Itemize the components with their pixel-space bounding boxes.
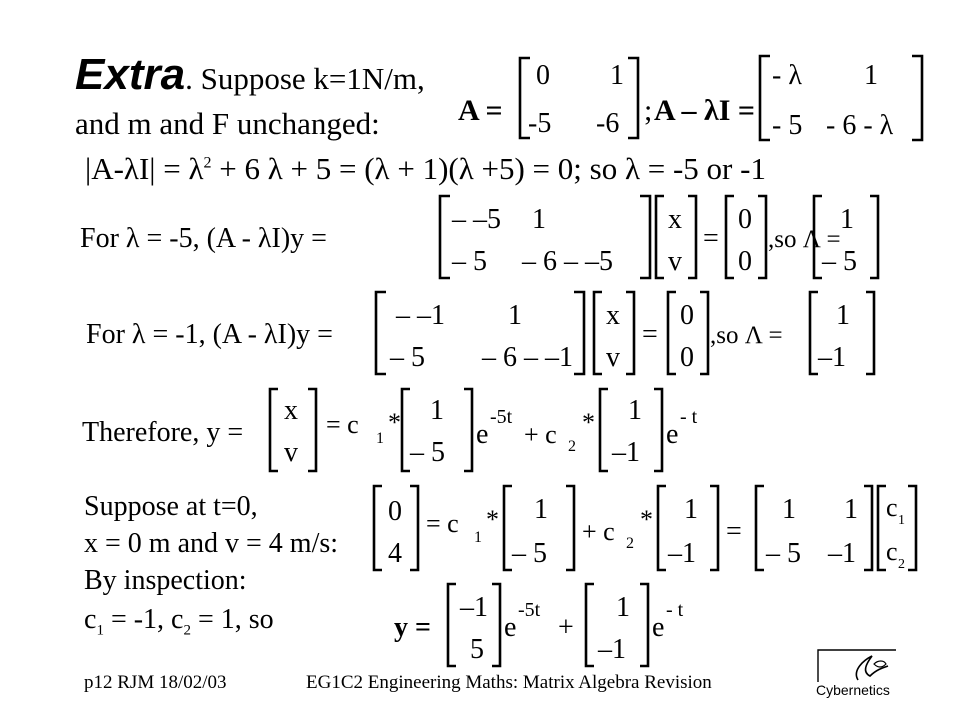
case1-so: ,so Λ = bbox=[768, 226, 841, 253]
solution-vec1-right-bracket bbox=[492, 584, 500, 666]
case2-vector-right-bracket bbox=[626, 292, 634, 374]
initial-eq: = c bbox=[426, 509, 459, 538]
matrix-a-equation bbox=[440, 48, 940, 144]
case2-lhs: For λ = -1, (A - λI)y = bbox=[86, 319, 333, 350]
cybernetics-logo-icon bbox=[812, 646, 898, 686]
initial-equation bbox=[370, 482, 910, 574]
char-lambda-sq: λ bbox=[188, 151, 204, 186]
initial-line4-a: c bbox=[84, 604, 97, 635]
logo-text: Cybernetics bbox=[816, 682, 890, 698]
initial-vec2-right-bracket bbox=[710, 486, 718, 570]
case-lambda-minus-5 bbox=[70, 192, 890, 282]
case1-vector-left-bracket bbox=[656, 196, 664, 278]
char-part-1: |A- bbox=[85, 151, 124, 186]
case2-z2: 0 bbox=[680, 342, 694, 373]
title-line-2: and m and F unchanged: bbox=[75, 106, 380, 141]
matrix-a-minus-lambda-lhs: A – λI = bbox=[654, 94, 756, 127]
general-vec2-left-bracket bbox=[600, 389, 608, 471]
general-star-1: * bbox=[388, 408, 401, 437]
case2-so: ,so Λ = bbox=[710, 322, 783, 349]
solution-exp2-base: e bbox=[652, 612, 665, 643]
case1-v1: x bbox=[668, 204, 682, 235]
particular-solution bbox=[390, 580, 710, 670]
case1-m21: – 5 bbox=[452, 246, 487, 277]
general-eq: = c bbox=[326, 410, 359, 439]
general-v1: x bbox=[284, 395, 298, 426]
initial-line4-sub2: 2 bbox=[183, 622, 191, 639]
general-lhs: Therefore, y = bbox=[82, 417, 244, 448]
solution-exp2: - t bbox=[666, 599, 684, 621]
case2-zero-left-bracket bbox=[668, 292, 676, 374]
initial-plus: + c bbox=[582, 517, 615, 546]
case2-e2: –1 bbox=[818, 342, 846, 373]
initial-cvec-right-bracket bbox=[908, 486, 916, 570]
initial-cv1: c bbox=[886, 493, 898, 522]
initial-vec1-right-bracket bbox=[566, 486, 574, 570]
case2-zero-right-bracket bbox=[700, 292, 708, 374]
initial-m22: –1 bbox=[828, 538, 856, 569]
initial-a1: 1 bbox=[534, 494, 548, 525]
case1-eq: = bbox=[703, 223, 719, 254]
slide-title bbox=[75, 50, 425, 100]
initial-cvec-left-bracket bbox=[878, 486, 886, 570]
general-vec2-right-bracket bbox=[654, 389, 662, 471]
general-a1: 1 bbox=[430, 395, 444, 426]
general-exp2: - t bbox=[680, 406, 698, 428]
case2-eigvec-right-bracket bbox=[866, 292, 874, 374]
case1-zero-right-bracket bbox=[758, 196, 766, 278]
matrix-a-right-bracket bbox=[628, 58, 638, 138]
general-c2-sub: 2 bbox=[568, 438, 576, 455]
general-vec1-right-bracket bbox=[464, 389, 472, 471]
case1-m11: – –5 bbox=[452, 204, 501, 235]
initial-cv2: c bbox=[886, 537, 898, 566]
case1-matrix-right-bracket bbox=[640, 196, 650, 278]
matrix-separator: ; bbox=[644, 94, 653, 127]
initial-line4-sub1: 1 bbox=[96, 622, 104, 639]
footer-left: p12 RJM 18/02/03 bbox=[84, 672, 227, 693]
initial-b1: 1 bbox=[684, 494, 698, 525]
general-solution bbox=[80, 385, 720, 475]
initial-b2: –1 bbox=[668, 538, 696, 569]
initial-vector-left-bracket bbox=[374, 486, 382, 570]
general-exp1-base: e bbox=[476, 419, 489, 450]
matrix-a-21: -5 bbox=[528, 108, 552, 139]
matrix-a-11: 0 bbox=[536, 60, 550, 91]
initial-matrix-right-bracket bbox=[864, 486, 872, 570]
initial-matrix-left-bracket bbox=[756, 486, 764, 570]
case2-e1: 1 bbox=[836, 300, 850, 331]
initial-cvec-right-bracket-svg bbox=[906, 482, 926, 574]
case1-z2: 0 bbox=[738, 246, 752, 277]
case2-z1: 0 bbox=[680, 300, 694, 331]
case2-m22: – 6 – –1 bbox=[482, 342, 573, 373]
cybernetics-logo bbox=[812, 646, 898, 702]
case1-e1: 1 bbox=[840, 204, 854, 235]
case1-matrix-left-bracket bbox=[440, 196, 450, 278]
matrix-b-22: - 6 - λ bbox=[826, 110, 894, 141]
general-b1: 1 bbox=[628, 395, 642, 426]
characteristic-equation bbox=[85, 151, 766, 187]
initial-star-1: * bbox=[486, 505, 499, 534]
solution-a2: 5 bbox=[470, 634, 484, 665]
case2-v2: v bbox=[606, 342, 620, 373]
initial-c1-sub: 1 bbox=[474, 529, 482, 546]
initial-star-2: * bbox=[640, 505, 653, 534]
matrix-b-right-bracket bbox=[912, 56, 922, 140]
general-exp2-base: e bbox=[666, 419, 679, 450]
solution-plus: + bbox=[558, 612, 574, 643]
initial-line-2: x = 0 m and v = 4 m/s: bbox=[84, 528, 339, 559]
general-a2: – 5 bbox=[410, 437, 445, 468]
general-c1-sub: 1 bbox=[376, 430, 384, 447]
general-exp1: -5t bbox=[490, 406, 513, 428]
case2-v1: x bbox=[606, 300, 620, 331]
char-part-3: + 6 λ + 5 = (λ + 1)(λ +5) = 0; so λ = -5 or -1 bbox=[211, 151, 766, 186]
case1-v2: v bbox=[668, 246, 682, 277]
matrix-a-12: 1 bbox=[610, 60, 624, 91]
case1-e2: – 5 bbox=[822, 246, 857, 277]
initial-m11: 1 bbox=[782, 494, 796, 525]
general-vector-right-bracket bbox=[308, 389, 316, 471]
general-vector-left-bracket bbox=[270, 389, 278, 471]
footer-center: EG1C2 Engineering Maths: Matrix Algebra Revision bbox=[306, 672, 712, 693]
solution-b2: –1 bbox=[598, 634, 626, 665]
case1-eigvec-right-bracket bbox=[870, 196, 878, 278]
case2-matrix-right-bracket bbox=[574, 292, 584, 374]
title-rest: . Suppose k=1N/m, bbox=[185, 61, 425, 96]
initial-a2: – 5 bbox=[512, 538, 547, 569]
matrix-a-22: -6 bbox=[596, 108, 620, 139]
solution-vec1-left-bracket bbox=[448, 584, 456, 666]
solution-a1: –1 bbox=[460, 592, 488, 623]
matrix-b-11: - λ bbox=[772, 60, 802, 91]
general-star-2: * bbox=[582, 408, 595, 437]
initial-line4-c: = 1, so bbox=[190, 604, 274, 635]
title-word: Extra bbox=[75, 50, 186, 99]
case2-m11: – –1 bbox=[396, 300, 445, 331]
case1-vector-right-bracket bbox=[688, 196, 696, 278]
case1-lhs: For λ = -5, (A - λI)y = bbox=[80, 223, 327, 254]
general-vec1-left-bracket bbox=[402, 389, 410, 471]
initial-m21: – 5 bbox=[766, 538, 801, 569]
initial-cv1-sub: 1 bbox=[898, 513, 905, 528]
initial-eq-2: = bbox=[726, 516, 742, 547]
case-lambda-minus-1 bbox=[80, 288, 890, 378]
case2-m21: – 5 bbox=[390, 342, 425, 373]
initial-vec1-left-bracket bbox=[504, 486, 512, 570]
matrix-b-left-bracket bbox=[760, 56, 770, 140]
case2-m12: 1 bbox=[508, 300, 522, 331]
solution-vec2-right-bracket bbox=[640, 584, 648, 666]
initial-line-1: Suppose at t=0, bbox=[84, 491, 258, 522]
initial-v2: 4 bbox=[388, 538, 402, 569]
initial-line-3: By inspection: bbox=[84, 565, 247, 596]
case2-eq: = bbox=[642, 319, 658, 350]
initial-vec2-left-bracket bbox=[658, 486, 666, 570]
general-v2: v bbox=[284, 437, 298, 468]
initial-m12: 1 bbox=[844, 494, 858, 525]
general-plus: + c bbox=[524, 420, 557, 449]
case1-z1: 0 bbox=[738, 204, 752, 235]
char-exponent: 2 bbox=[203, 154, 212, 172]
matrix-a-lhs: A = bbox=[458, 94, 503, 127]
case2-eigvec-left-bracket bbox=[810, 292, 818, 374]
initial-c2-sub: 2 bbox=[626, 535, 634, 552]
matrix-b-21: - 5 bbox=[772, 110, 803, 141]
solution-lhs: y = bbox=[394, 612, 431, 643]
char-lambda: λ bbox=[123, 151, 139, 186]
case1-zero-left-bracket bbox=[726, 196, 734, 278]
solution-exp1: -5t bbox=[518, 599, 541, 621]
case2-matrix-left-bracket bbox=[376, 292, 386, 374]
general-b2: –1 bbox=[612, 437, 640, 468]
initial-line4-b: = -1, c bbox=[103, 604, 184, 635]
solution-exp1-base: e bbox=[504, 612, 517, 643]
case1-m22: – 6 – –5 bbox=[522, 246, 613, 277]
case2-vector-left-bracket bbox=[594, 292, 602, 374]
initial-vector-right-bracket bbox=[410, 486, 418, 570]
char-part-2: I| = bbox=[138, 151, 189, 186]
initial-cv2-sub: 2 bbox=[898, 557, 905, 572]
case1-m12: 1 bbox=[532, 204, 546, 235]
solution-vec2-left-bracket bbox=[586, 584, 594, 666]
matrix-b-12: 1 bbox=[864, 60, 878, 91]
initial-line-4 bbox=[84, 604, 274, 640]
solution-b1: 1 bbox=[616, 592, 630, 623]
initial-v1: 0 bbox=[388, 496, 402, 527]
